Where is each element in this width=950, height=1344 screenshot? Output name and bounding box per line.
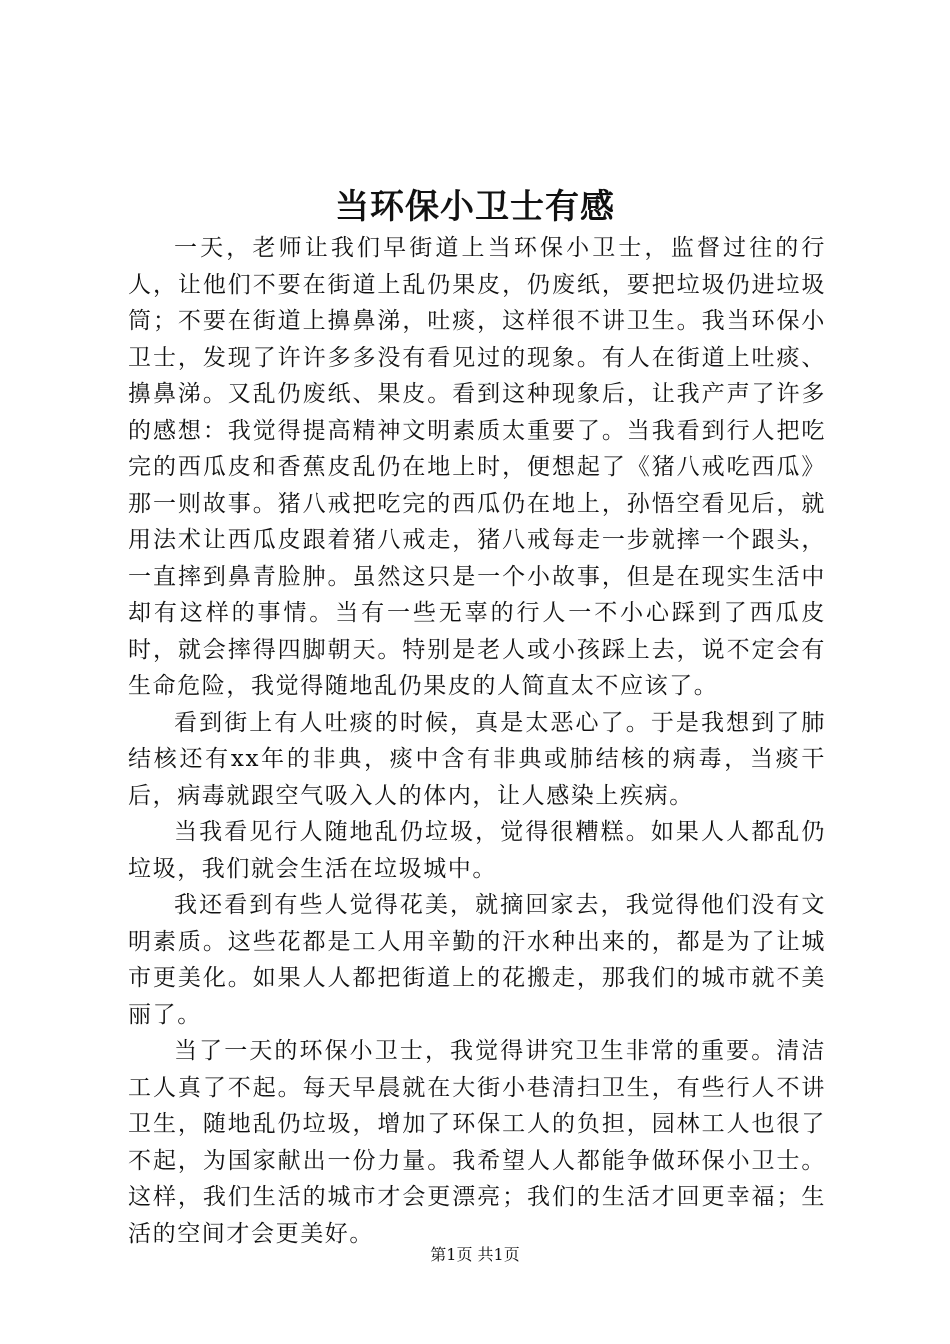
page-footer: 第1页 共1页	[430, 1245, 520, 1264]
paragraph-1: 一天，老师让我们早街道上当环保小卫士，监督过往的行人，让他们不要在街道上乱仍果皮，仍废纸，要把垃圾仍进垃圾筒；不要在街道上擤鼻涕，吐痰，这样很不讲卫生。我当环保小卫士，发现了许许多多没有看见过的现象。有人在街道上吐痰、擤鼻涕。又乱仍废纸、果皮。看到这种现象后，让我产声了许多的感想：我觉得提高精神文明素质太重要了。当我看到行人把吃完的西瓜皮和香蕉皮乱仍在地上时，便想起了《猪八戒吃西瓜》那一则故事。猪八戒把吃完的西瓜仍在地上，孙悟空看见后，就用法术让西瓜皮跟着猪八戒走，猪八戒每走一步就摔一个跟头，一直摔到鼻青脸肿。虽然这只是一个小故事，但是在现实生活中却有这样的事情。当有一些无辜的行人一不小心踩到了西瓜皮时，就会摔得四脚朝天。特别是老人或小孩踩上去，说不定会有生命危险，我觉得随地乱仍果皮的人简直太不应该了。	[128, 235, 826, 699]
paragraph-5: 当了一天的环保小卫士，我觉得讲究卫生非常的重要。清洁工人真了不起。每天早晨就在大街小巷清扫卫生，有些行人不讲卫生，随地乱仍垃圾，增加了环保工人的负担，园林工人也很了不起，为国家献出一份力量。我希望人人都能争做环保小卫士。这样，我们生活的城市才会更漂亮；我们的生活才回更幸福；生活的空间才会更美好。	[128, 1038, 826, 1247]
paragraph-3: 当我看见行人随地乱仍垃圾，觉得很糟糕。如果人人都乱仍垃圾，我们就会生活在垃圾城中。	[128, 819, 826, 882]
document-body	[128, 230, 826, 1252]
paragraph-4: 我还看到有些人觉得花美，就摘回家去，我觉得他们没有文明素质。这些花都是工人用辛勤的汗水种出来的，都是为了让城市更美化。如果人人都把街道上的花搬走，那我们的城市就不美丽了。	[128, 892, 826, 1028]
document-title: 当环保小卫士有感	[335, 187, 615, 227]
paragraph-2: 看到街上有人吐痰的时候，真是太恶心了。于是我想到了肺结核还有xx年的非典，痰中含有非典或肺结核的病毒，当痰干后，病毒就跟空气吸入人的体内，让人感染上疾病。	[128, 709, 826, 809]
